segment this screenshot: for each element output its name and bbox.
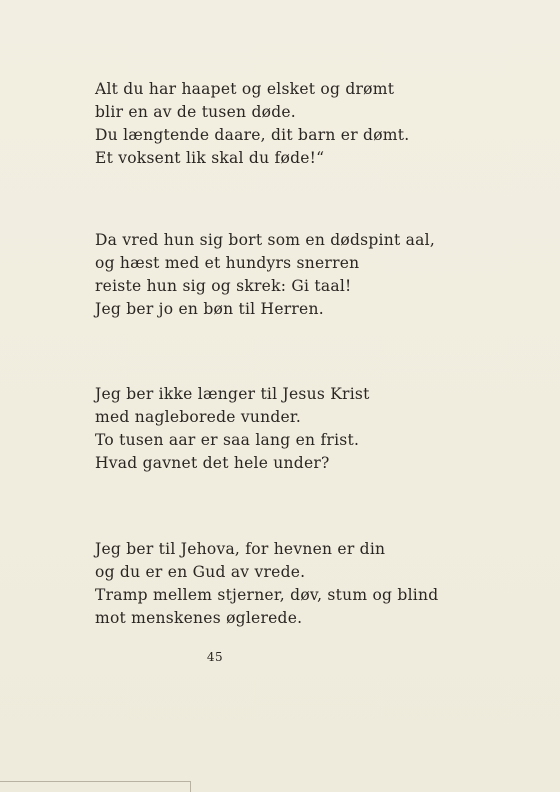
stanza-4 (95, 538, 515, 630)
stanza-2 (95, 229, 515, 321)
poem-line: Jeg ber ikke længer til Jesus Krist (95, 385, 370, 403)
poem-line: To tusen aar er saa lang en frist. (95, 431, 360, 449)
poem-line: Du længtende daare, dit barn er dømt. (95, 126, 410, 144)
poem-line: Da vred hun sig bort som en dødspint aal, (95, 231, 435, 249)
poem-line: og du er en Gud av vrede. (95, 563, 306, 581)
stanza-1 (95, 78, 515, 170)
poem-line: Jeg ber til Jehova, for hevnen er din (95, 540, 386, 558)
poem-line: med nagleborede vunder. (95, 408, 302, 426)
poem-line: Hvad gavnet det hele under? (95, 454, 330, 472)
poem-line: mot menskenes øglerede. (95, 609, 303, 627)
scan-edge-line (0, 781, 190, 782)
poem-line: Alt du har haapet og elsket og drømt (95, 80, 395, 98)
poem-line: reiste hun sig og skrek: Gi taal! (95, 277, 352, 295)
poem-line: Jeg ber jo en bøn til Herren. (95, 300, 324, 318)
poem-line: blir en av de tusen døde. (95, 103, 296, 121)
page-number: 45 (206, 650, 224, 664)
poem-line: Et voksent lik skal du føde!“ (95, 149, 325, 167)
scan-edge-corner (190, 781, 191, 792)
stanza-3 (95, 383, 515, 475)
poem-line: og hæst med et hundyrs snerren (95, 254, 360, 272)
poem-line: Tramp mellem stjerner, døv, stum og blind (95, 586, 439, 604)
